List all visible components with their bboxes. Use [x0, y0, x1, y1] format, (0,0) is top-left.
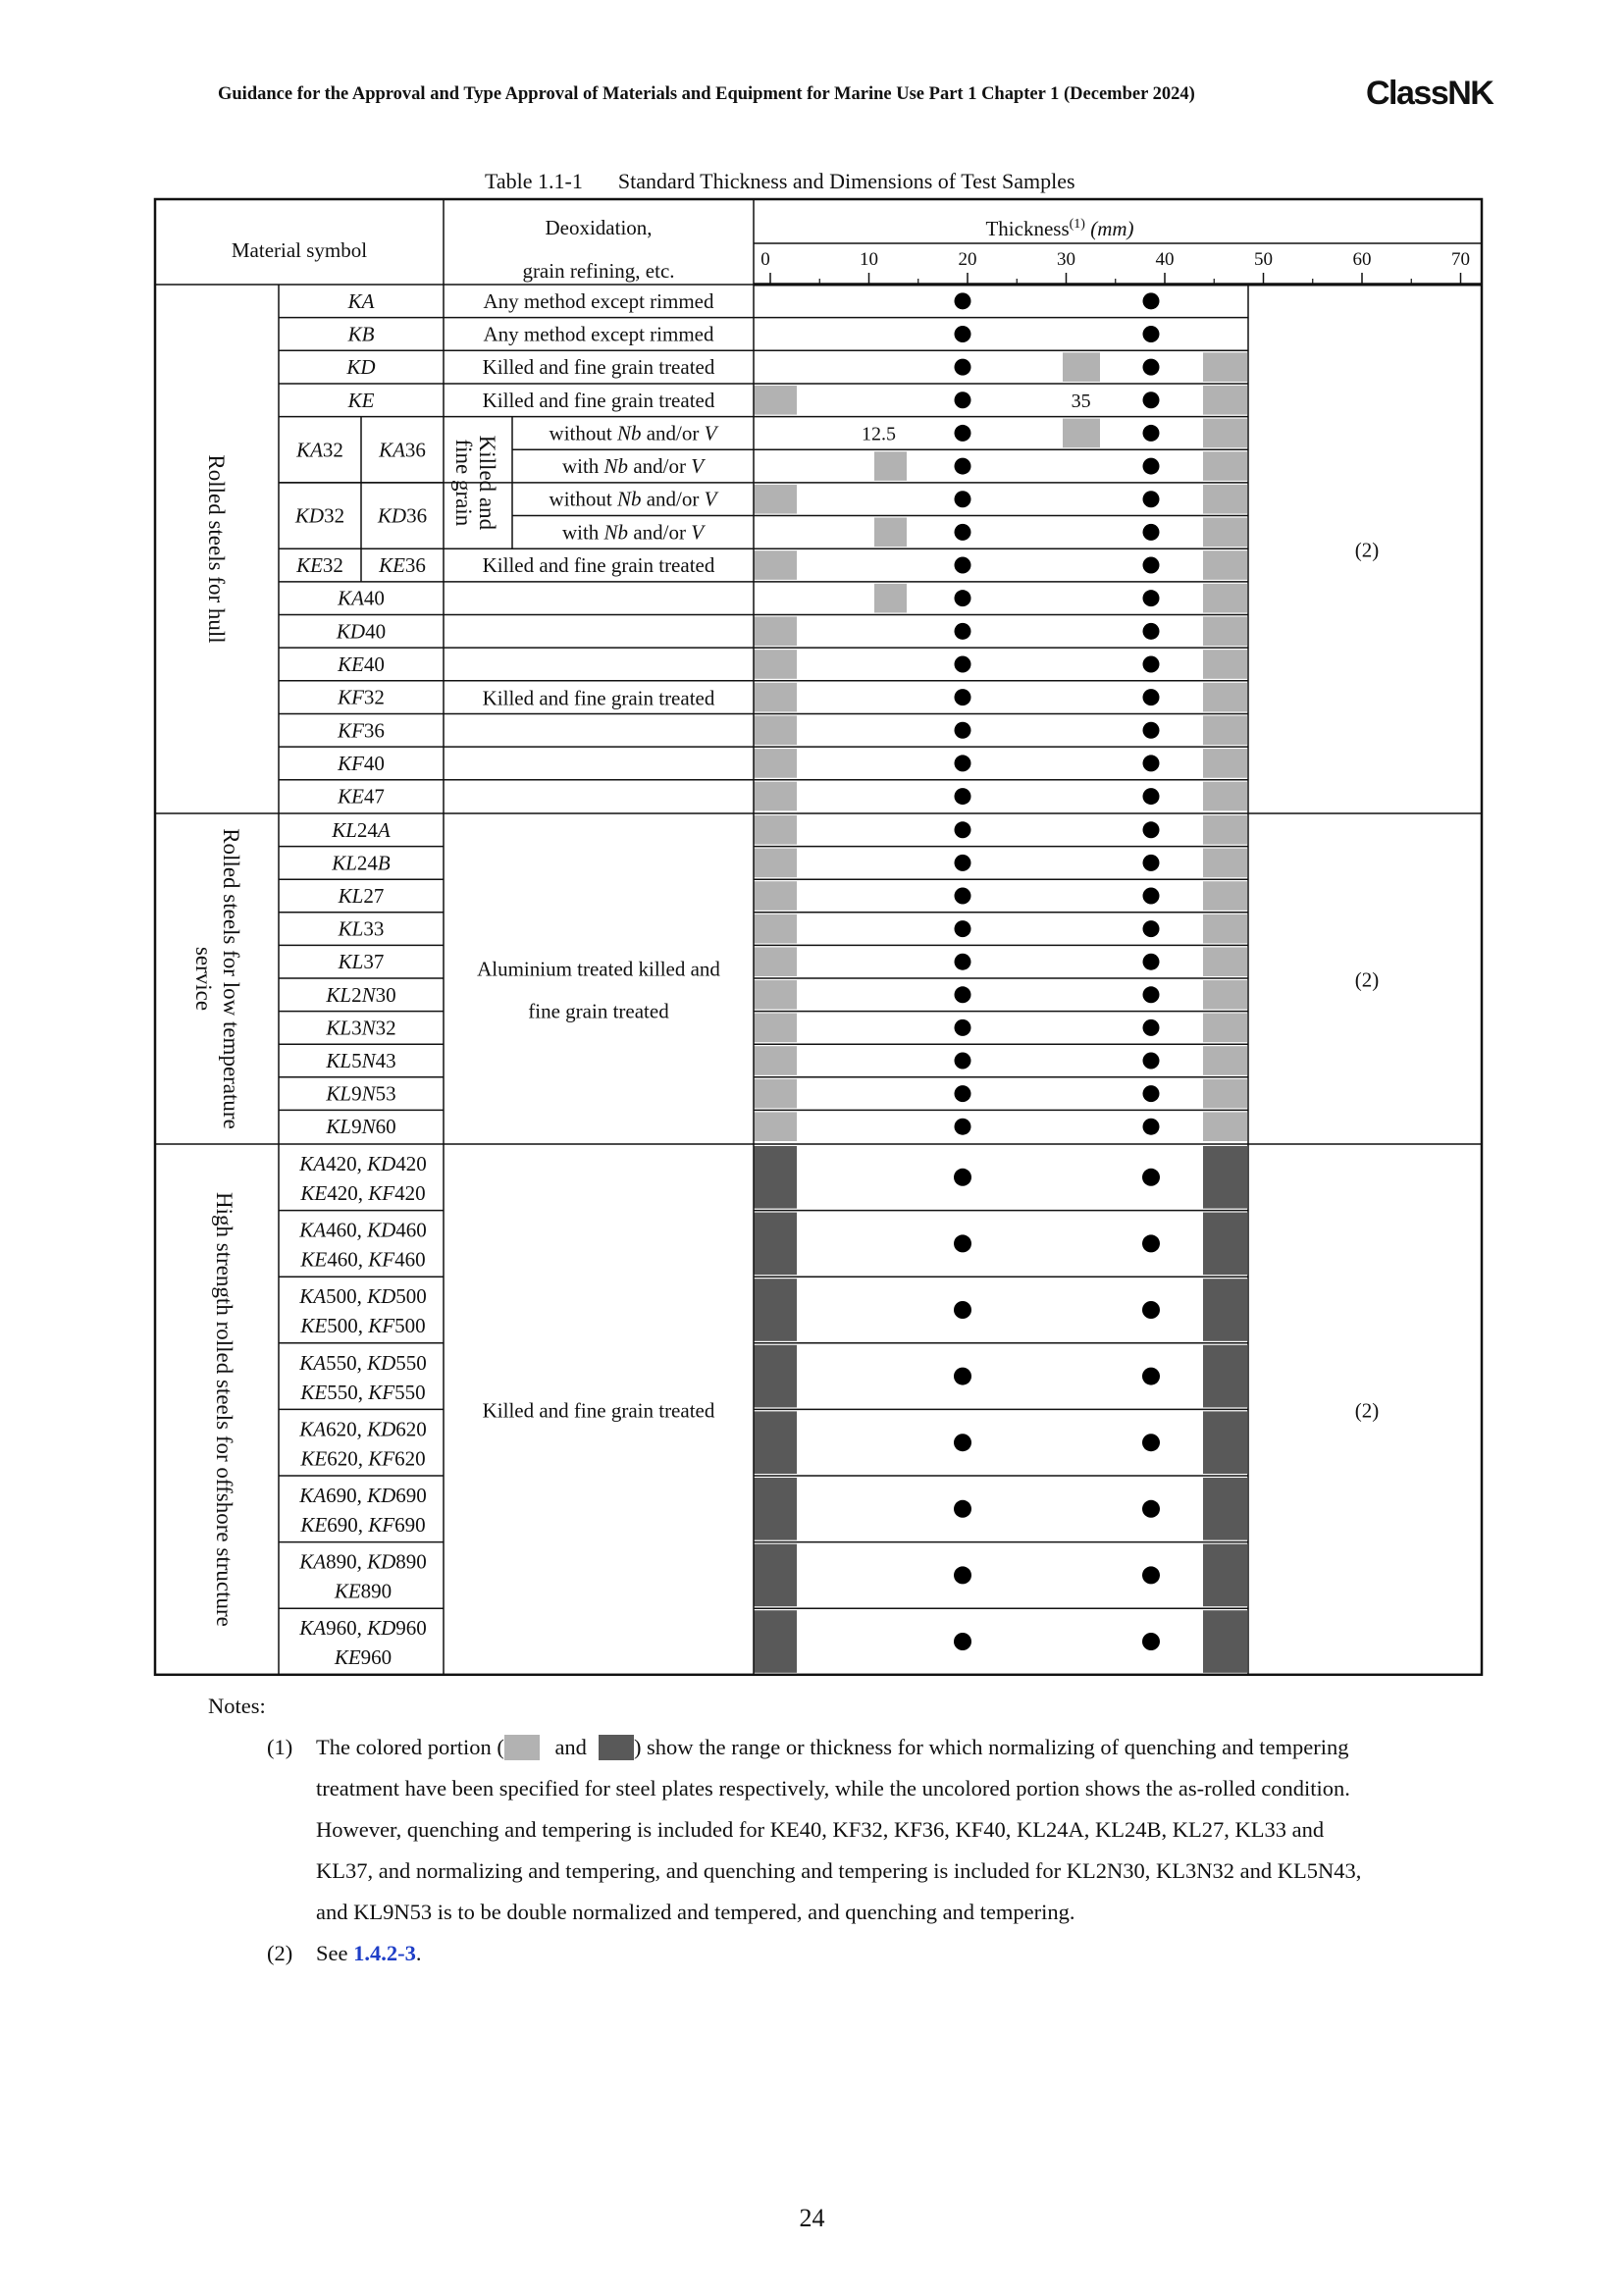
light-band-lt-left-3	[754, 914, 797, 944]
lowtemp-symbol-1: KL24B	[332, 851, 391, 875]
hull-deox-7: with Nb and/or V	[561, 520, 705, 545]
dot-hull-40-9	[1143, 590, 1160, 606]
hull-symbol-1: KB	[347, 322, 375, 346]
light-band-lt-right-8	[1203, 1079, 1247, 1109]
dot-os-40-0	[1142, 1169, 1160, 1186]
light-band-hull-13-0	[754, 715, 797, 745]
dot-hull-40-4	[1143, 425, 1160, 442]
offshore-symbol-1-6: KA890, KD890	[299, 1549, 427, 1574]
group-label-offshore: High strength rolled steels for offshore structure	[212, 1191, 236, 1627]
dot-os-20-3	[954, 1368, 971, 1385]
dot-hull-40-3	[1143, 391, 1160, 408]
offshore-symbol-1-1: KA460, KD460	[299, 1218, 427, 1242]
dark-band-os-right-6	[1203, 1544, 1247, 1607]
offshore-symbol-2-5: KE690, KF690	[300, 1513, 426, 1537]
light-band-lt-left-9	[754, 1112, 797, 1141]
note-1-line-4: KL37, and normalizing and tempering, and quenching and tempering is included for KL2N30, KL3N32 and KL5N43,	[316, 1858, 1362, 1883]
group-label-lowtemp-2: service	[191, 946, 216, 1012]
light-band-lt-left-4	[754, 947, 797, 976]
lowtemp-symbol-3: KL33	[338, 916, 385, 941]
hull-symbol-a-4: KA32	[296, 438, 343, 462]
dark-band-os-right-3	[1203, 1345, 1247, 1408]
hull-symbol-0: KA	[347, 288, 375, 313]
dot-os-40-2	[1142, 1301, 1160, 1319]
dark-band-os-right-1	[1203, 1213, 1247, 1276]
dot-hull-40-11	[1143, 655, 1160, 672]
axis-tick-label-20: 20	[958, 249, 977, 270]
dot-hull-20-11	[955, 655, 971, 672]
dot-hull-20-2	[955, 359, 971, 376]
dot-hull-20-13	[955, 722, 971, 739]
note-2-line	[316, 1933, 422, 1974]
light-band-hull-8-1	[1203, 550, 1247, 580]
offshore-symbol-2-0: KE420, KF420	[300, 1181, 426, 1205]
dark-gray-swatch	[599, 1735, 634, 1760]
offshore-deox: Killed and fine grain treated	[482, 1398, 715, 1423]
offshore-symbol-2-4: KE620, KF620	[300, 1446, 426, 1471]
hull-symbol-3: KE	[347, 388, 375, 412]
dot-hull-20-7	[955, 524, 971, 541]
note-1-post: ) show the range or thickness for which normalizing of quenching and tempering	[633, 1735, 1349, 1759]
dot-os-20-0	[954, 1169, 971, 1186]
hull-merged-deox: Killed and fine grain treated	[482, 686, 715, 710]
note-1-pre: The colored portion (	[316, 1735, 504, 1759]
hull-symbol-b-4: KA36	[379, 438, 426, 462]
light-band-hull-7-0	[874, 518, 907, 548]
dark-band-os-left-3	[754, 1345, 797, 1408]
killed-fine-label-2: fine grain	[451, 439, 476, 527]
dot-os-40-4	[1142, 1434, 1160, 1451]
lowtemp-symbol-7: KL5N43	[326, 1049, 396, 1072]
dot-hull-20-10	[955, 623, 971, 640]
hull-deox-5: with Nb and/or V	[561, 454, 705, 479]
dot-hull-20-3	[955, 391, 971, 408]
dot-lt-40-6	[1143, 1019, 1160, 1036]
hull-deox-1: Any method except rimmed	[483, 322, 714, 346]
lowtemp-symbol-6: KL3N32	[326, 1016, 396, 1040]
light-band-lt-left-2	[754, 881, 797, 911]
dark-band-os-right-2	[1203, 1278, 1247, 1341]
dot-os-20-1	[954, 1234, 971, 1252]
group-label-lowtemp-1: Rolled steels for low temperature	[219, 828, 243, 1129]
light-band-hull-5-1	[1203, 451, 1247, 481]
light-band-lt-left-1	[754, 849, 797, 878]
light-band-hull-12-1	[1203, 683, 1247, 712]
light-band-lt-right-0	[1203, 815, 1247, 845]
offshore-symbol-1-7: KA960, KD960	[299, 1616, 427, 1641]
dot-lt-40-8	[1143, 1085, 1160, 1102]
light-band-hull-14-1	[1203, 749, 1247, 778]
dot-hull-40-10	[1143, 623, 1160, 640]
axis-tick-label-30: 30	[1057, 249, 1075, 270]
dot-hull-40-1	[1143, 326, 1160, 342]
lowtemp-symbol-8: KL9N53	[326, 1081, 396, 1106]
dot-lt-20-7	[955, 1053, 971, 1070]
light-band-lt-left-5	[754, 980, 797, 1010]
offshore-symbol-2-1: KE460, KF460	[300, 1247, 426, 1272]
dot-lt-20-8	[955, 1085, 971, 1102]
hull-deox-6: without Nb and/or V	[549, 487, 717, 511]
light-band-hull-3-1	[1203, 386, 1247, 415]
lowtemp-deox-2: fine grain treated	[528, 999, 669, 1023]
caption-number: Table 1.1-1	[485, 169, 583, 193]
lowtemp-symbol-2: KL27	[338, 884, 385, 908]
dot-lt-20-5	[955, 986, 971, 1003]
dot-hull-40-12	[1143, 689, 1160, 705]
dot-lt-20-4	[955, 954, 971, 970]
section-link[interactable]: 1.4.2-3	[353, 1941, 416, 1965]
offshore-symbol-2-3: KE550, KF550	[300, 1380, 426, 1404]
dot-hull-20-15	[955, 788, 971, 805]
dot-hull-20-12	[955, 689, 971, 705]
hull-symbol-b-6: KD36	[377, 503, 428, 528]
dot-lt-20-2	[955, 888, 971, 905]
dot-os-40-3	[1142, 1368, 1160, 1385]
dot-os-40-5	[1142, 1500, 1160, 1518]
light-band-hull-10-0	[754, 617, 797, 647]
dot-hull-40-8	[1143, 557, 1160, 574]
offshore-symbol-1-2: KA500, KD500	[299, 1284, 427, 1309]
hull-deox-0: Any method except rimmed	[483, 288, 714, 313]
header-deoxidation-2: grain refining, etc.	[522, 259, 675, 283]
dot-hull-20-1	[955, 326, 971, 342]
dot-lt-20-6	[955, 1019, 971, 1036]
dot-lt-20-0	[955, 821, 971, 838]
offshore-symbol-2-6: KE890	[334, 1579, 393, 1603]
dot-hull-20-0	[955, 292, 971, 309]
note-1-and: and	[554, 1735, 587, 1759]
dark-band-os-left-7	[754, 1610, 797, 1673]
dark-band-os-left-6	[754, 1544, 797, 1607]
header-material-symbol: Material symbol	[231, 238, 368, 262]
dot-os-20-5	[954, 1500, 971, 1518]
dot-hull-20-6	[955, 491, 971, 507]
light-band-hull-8-0	[754, 550, 797, 580]
light-band-lt-left-6	[754, 1014, 797, 1043]
lowtemp-symbol-0: KL24A	[332, 817, 391, 842]
note-2-end: .	[415, 1941, 422, 1965]
dot-hull-40-7	[1143, 524, 1160, 541]
hull-symbol-12: KF32	[338, 685, 385, 709]
note-1-line-2: treatment have been specified for steel plates respectively, while the uncolored portion shows the as-rolled condition.	[316, 1776, 1350, 1800]
axis-tick-label-50: 50	[1254, 249, 1273, 270]
dot-lt-40-9	[1143, 1119, 1160, 1135]
dot-lt-40-5	[1143, 986, 1160, 1003]
dot-os-40-1	[1142, 1234, 1160, 1252]
lowtemp-deox-1: Aluminium treated killed and	[477, 957, 720, 981]
light-band-hull-11-0	[754, 650, 797, 679]
light-band-lt-right-9	[1203, 1112, 1247, 1141]
axis-tick-label-10: 10	[860, 249, 878, 270]
dot-lt-20-3	[955, 920, 971, 937]
notes-title: Notes:	[208, 1694, 266, 1718]
hull-deox-4: without Nb and/or V	[549, 421, 717, 445]
light-band-lt-right-1	[1203, 849, 1247, 878]
dot-lt-40-3	[1143, 920, 1160, 937]
note-2-text: See	[316, 1941, 354, 1965]
header-thickness: Thickness$^{(1)}$ (mm)	[985, 217, 1134, 240]
dot-lt-40-7	[1143, 1053, 1160, 1070]
light-band-hull-15-1	[1203, 782, 1247, 811]
light-gray-swatch	[504, 1735, 540, 1760]
note-1-number: (1)	[267, 1735, 293, 1759]
hull-symbol-14: KF40	[338, 751, 385, 775]
dot-os-20-7	[954, 1633, 971, 1650]
axis-tick-label-70: 70	[1451, 249, 1470, 270]
light-band-lt-right-4	[1203, 947, 1247, 976]
hull-symbol-9: KA40	[338, 586, 385, 610]
dark-band-os-right-5	[1203, 1478, 1247, 1540]
light-band-hull-2-1	[1203, 352, 1247, 382]
light-band-lt-right-7	[1203, 1046, 1247, 1075]
dark-band-os-left-4	[754, 1411, 797, 1474]
dark-band-os-left-5	[754, 1478, 797, 1540]
hull-symbol-a-6: KD32	[294, 503, 345, 528]
hull-symbol-a-8: KE32	[296, 553, 343, 578]
light-band-hull-9-1	[1203, 584, 1247, 613]
running-header: Guidance for the Approval and Type Approval of Materials and Equipment for Marine Use Part 1 Chapter 1 (December 2024)	[218, 84, 1195, 104]
offshore-note-ref: (2)	[1354, 1398, 1380, 1423]
offshore-symbol-2-2: KE500, KF500	[300, 1314, 426, 1338]
dot-os-20-4	[954, 1434, 971, 1451]
dot-hull-40-6	[1143, 491, 1160, 507]
hull-note-ref: (2)	[1354, 538, 1380, 562]
hull-symbol-2: KD	[346, 355, 376, 380]
dark-band-os-left-2	[754, 1278, 797, 1341]
dark-band-os-right-0	[1203, 1146, 1247, 1209]
dark-band-os-left-0	[754, 1146, 797, 1209]
note-2-number: (2)	[267, 1941, 293, 1965]
dot-hull-20-8	[955, 557, 971, 574]
light-band-hull-12-0	[754, 683, 797, 712]
hull-symbol-15: KE47	[338, 784, 385, 809]
light-band-lt-left-7	[754, 1046, 797, 1075]
dot-lt-40-2	[1143, 888, 1160, 905]
dot-os-40-7	[1142, 1633, 1160, 1650]
dot-hull-40-2	[1143, 359, 1160, 376]
hull-symbol-10: KD40	[336, 619, 387, 644]
hull-deox-8: Killed and fine grain treated	[482, 553, 715, 578]
classnk-logo: ClassNK	[1366, 75, 1493, 112]
light-band-hull-5-0	[874, 451, 907, 481]
dot-hull-20-14	[955, 755, 971, 771]
dark-band-os-left-1	[754, 1213, 797, 1276]
dark-band-os-right-4	[1203, 1411, 1247, 1474]
offshore-symbol-1-3: KA550, KD550	[299, 1350, 427, 1375]
dot-lt-40-1	[1143, 855, 1160, 871]
light-band-hull-7-1	[1203, 518, 1247, 548]
axis-tick-label-40: 40	[1155, 249, 1175, 270]
light-band-lt-left-0	[754, 815, 797, 845]
group-label-hull: Rolled steels for hull	[204, 454, 229, 644]
lowtemp-symbol-9: KL9N60	[326, 1115, 396, 1139]
dot-hull-40-13	[1143, 722, 1160, 739]
note-1-line-3: However, quenching and tempering is included for KE40, KF32, KF36, KF40, KL24A, KL24B, KL27, KL33 and	[316, 1817, 1325, 1842]
killed-fine-label-1: Killed and	[475, 435, 499, 531]
light-band-hull-6-1	[1203, 485, 1247, 514]
dark-band-os-right-7	[1203, 1610, 1247, 1673]
lowtemp-symbol-5: KL2N30	[326, 982, 396, 1007]
light-band-lt-right-3	[1203, 914, 1247, 944]
caption-title: Standard Thickness and Dimensions of Test Samples	[617, 169, 1075, 193]
hull-symbol-13: KF36	[338, 718, 385, 743]
hull-symbol-11: KE40	[338, 652, 385, 676]
annotation-12-5: 12.5	[862, 423, 897, 445]
offshore-symbol-1-4: KA620, KD620	[299, 1417, 427, 1441]
light-band-hull-6-0	[754, 485, 797, 514]
light-band-hull-2-0	[1063, 352, 1100, 382]
dot-os-20-6	[954, 1566, 971, 1584]
light-band-lt-left-8	[754, 1079, 797, 1109]
light-band-lt-right-5	[1203, 980, 1247, 1010]
dot-hull-40-14	[1143, 755, 1160, 771]
dot-hull-20-4	[955, 425, 971, 442]
offshore-symbol-1-5: KA690, KD690	[299, 1484, 427, 1507]
light-band-hull-13-1	[1203, 715, 1247, 745]
light-band-lt-right-2	[1203, 881, 1247, 911]
lowtemp-note-ref: (2)	[1354, 967, 1380, 992]
dot-hull-40-15	[1143, 788, 1160, 805]
light-band-hull-4-1	[1203, 419, 1247, 448]
dot-hull-20-5	[955, 458, 971, 475]
hull-deox-3: Killed and fine grain treated	[482, 388, 715, 412]
axis-tick-label-0: 0	[760, 249, 770, 270]
notes-section	[208, 1686, 1503, 2009]
light-band-hull-9-0	[874, 584, 907, 613]
dot-lt-20-1	[955, 855, 971, 871]
light-band-hull-11-1	[1203, 650, 1247, 679]
light-band-hull-10-1	[1203, 617, 1247, 647]
dot-os-20-2	[954, 1301, 971, 1319]
light-band-hull-4-0	[1063, 419, 1100, 448]
annotation-35: 35	[1071, 390, 1091, 412]
light-band-hull-14-0	[754, 749, 797, 778]
page-number: 24	[799, 2204, 825, 2232]
dot-lt-40-4	[1143, 954, 1160, 970]
dot-hull-20-9	[955, 590, 971, 606]
light-band-hull-15-0	[754, 782, 797, 811]
hull-symbol-b-8: KE36	[379, 553, 426, 578]
light-band-lt-right-6	[1203, 1014, 1247, 1043]
dot-os-40-6	[1142, 1566, 1160, 1584]
offshore-symbol-2-7: KE960	[334, 1645, 393, 1670]
lowtemp-symbol-4: KL37	[338, 950, 385, 974]
dot-hull-40-0	[1143, 292, 1160, 309]
hull-deox-2: Killed and fine grain treated	[482, 355, 715, 380]
offshore-symbol-1-0: KA420, KD420	[299, 1152, 427, 1175]
light-band-hull-3-0	[754, 386, 797, 415]
dot-lt-40-0	[1143, 821, 1160, 838]
dot-lt-20-9	[955, 1119, 971, 1135]
axis-tick-label-60: 60	[1352, 249, 1372, 270]
note-1-line-5: and KL9N53 is to be double normalized and tempered, and quenching and tempering.	[316, 1900, 1075, 1924]
dot-hull-40-5	[1143, 458, 1160, 475]
note-1-line-1	[316, 1727, 1349, 1768]
header-deoxidation-1: Deoxidation,	[545, 216, 653, 239]
